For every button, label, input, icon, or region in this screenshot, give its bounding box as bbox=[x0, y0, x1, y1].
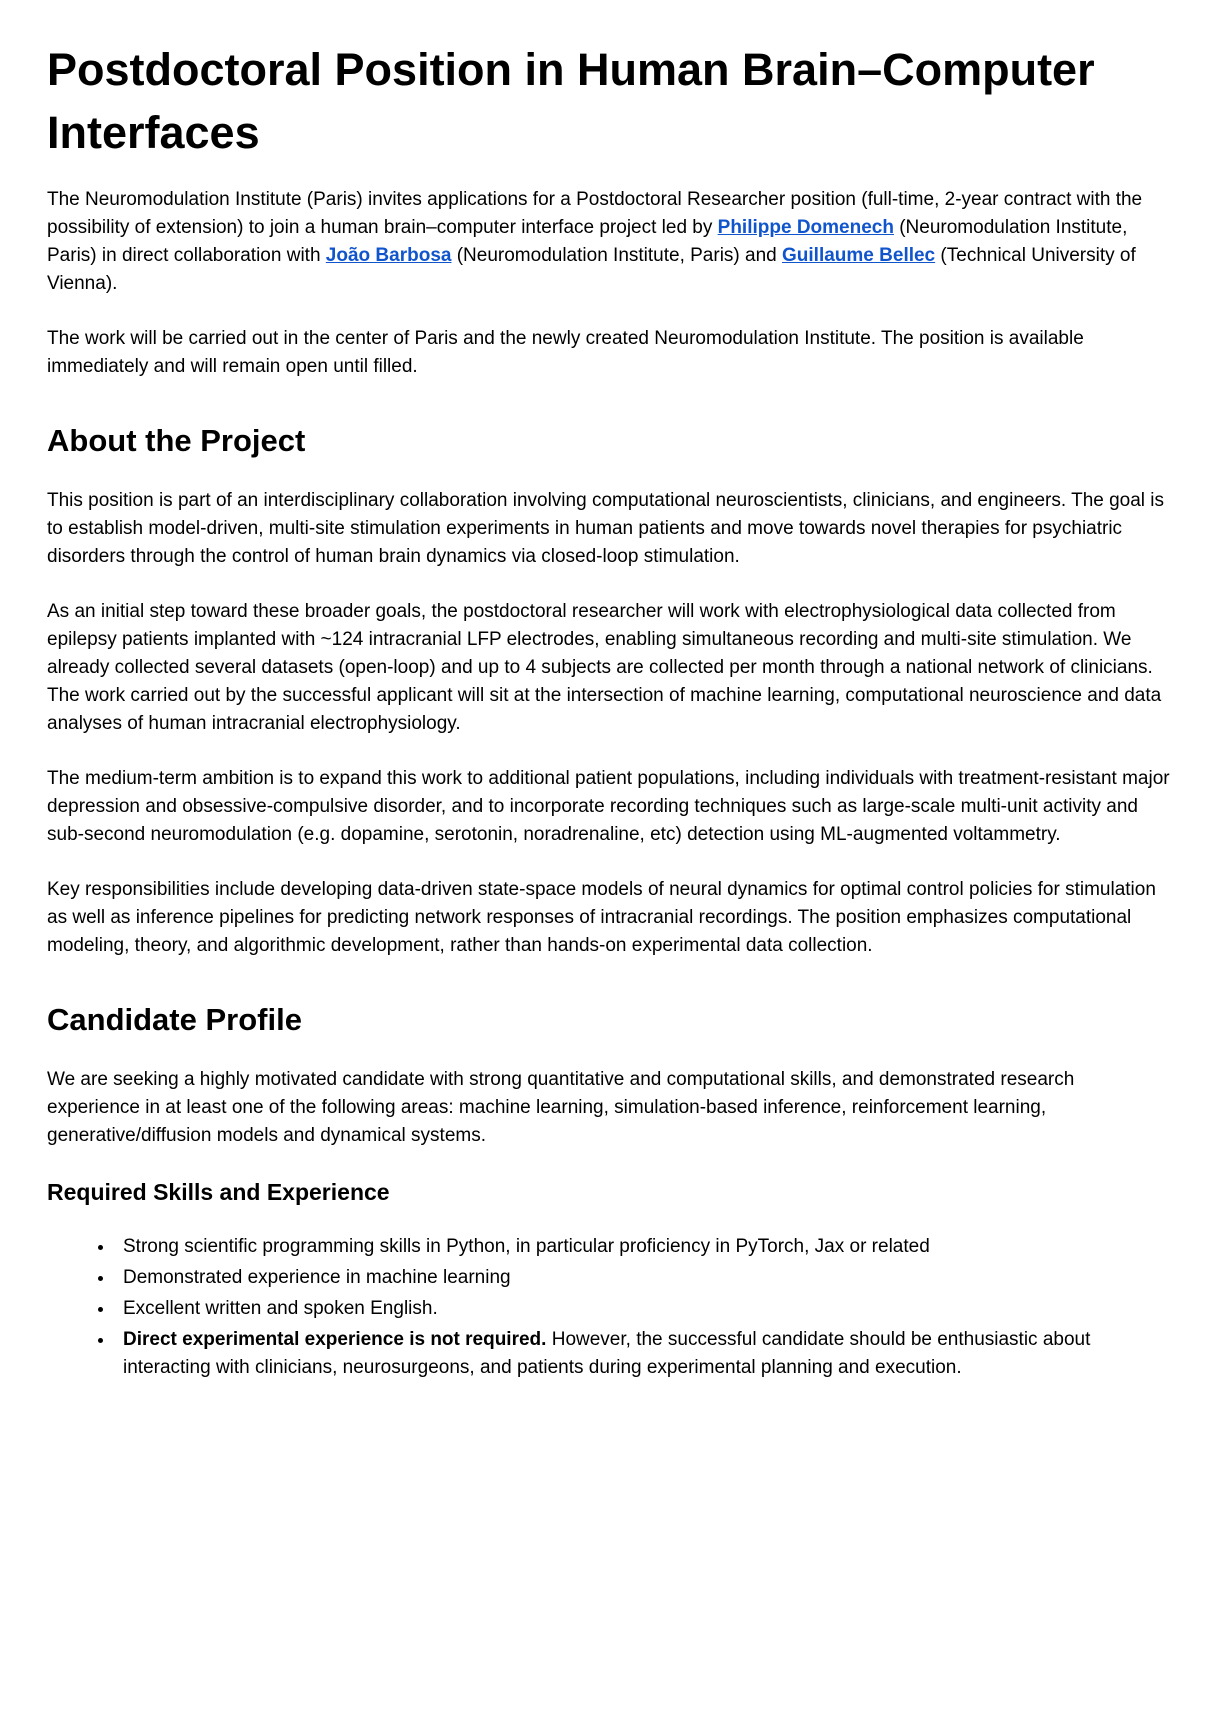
list-item-python-skills: • Strong scientific programming skills in Python, in particular proficiency in PyTorch, Jax or related bbox=[115, 1233, 1172, 1261]
link-philippe-domenech[interactable]: Philippe Domenech bbox=[717, 217, 894, 238]
required-skills-list bbox=[47, 1233, 1172, 1382]
list-item-experimental-experience bbox=[115, 1326, 1172, 1382]
list-item-machine-learning: • Demonstrated experience in machine learning bbox=[115, 1264, 1172, 1292]
about-paragraph-1: This position is part of an interdisciplinary collaboration involving computational neuroscientists, clinicians, and engineers. The goal is to establish model-driven, multi-site stimulation experiments in human patients and move towards novel therapies for psychiatric disorders through the control of human brain dynamics via closed-loop stimulation. bbox=[47, 490, 1165, 567]
list-item-rest-text: However, the successful candidate should be enthusiastic about interacting with clinicians, neurosurgeons, and patients during experimental planning and execution. bbox=[123, 1329, 1091, 1378]
list-item-english: • Excellent written and spoken English. bbox=[115, 1295, 1172, 1323]
candidate-intro-paragraph: We are seeking a highly motivated candidate with strong quantitative and computational skills, and demonstrated research experience in at least one of the following areas: machine learning, simulation-based inference, reinforcement learning, generative/diffusion models and dynamical systems. bbox=[47, 1069, 1075, 1146]
link-guillaume-bellec[interactable]: Guillaume Bellec bbox=[782, 245, 936, 266]
subsection-heading-required-skills: Required Skills and Experience bbox=[47, 1179, 390, 1205]
section-heading-about-project: About the Project bbox=[47, 423, 306, 458]
intro-text-pre: The Neuromodulation Institute (Paris) invites applications for a Postdoctoral Researcher position (full-time, 2-year contract with the possibility of extension) to join a human brain–computer interface project led by bbox=[47, 189, 1143, 238]
link-joao-barbosa[interactable]: João Barbosa bbox=[325, 245, 452, 266]
intro-text-mid2: (Neuromodulation Institute, Paris) and bbox=[451, 245, 783, 266]
list-item-bold-lead: Direct experimental experience is not required. bbox=[123, 1329, 547, 1350]
intro-paragraph bbox=[47, 186, 1172, 298]
about-paragraph-3: The medium-term ambition is to expand this work to additional patient populations, including individuals with treatment-resistant major depression and obsessive-compulsive disorder, and to incorporate recording techniques such as large-scale multi-unit activity and sub-second neuromodulation (e.g. dopamine, serotonin, noradrenaline, etc) detection using ML-augmented voltammetry. bbox=[47, 768, 1170, 845]
section-heading-candidate-profile: Candidate Profile bbox=[47, 1002, 302, 1037]
intro-text-mid1: (Neuromodulation Institute, Paris) in direct collaboration with bbox=[47, 217, 1128, 266]
intro-text-post: (Technical University of Vienna). bbox=[47, 245, 1136, 294]
about-paragraph-2: As an initial step toward these broader goals, the postdoctoral researcher will work with electrophysiological data collected from epilepsy patients implanted with ~124 intracranial LFP electrodes, enabling simultaneous recording and multi-site stimulation. We already collected several datasets (open-loop) and up to 4 subjects are collected per month through a national network of clinicians. The work carried out by the successful applicant will sit at the intersection of machine learning, computational neuroscience and data analyses of human intracranial electrophysiology. bbox=[47, 601, 1162, 734]
location-paragraph: The work will be carried out in the center of Paris and the newly created Neuromodulation Institute. The position is available immediately and will remain open until filled. bbox=[47, 328, 1084, 377]
about-paragraph-4: Key responsibilities include developing data-driven state-space models of neural dynamics for optimal control policies for stimulation as well as inference pipelines for predicting network responses of intracranial recordings. The position emphasizes computational modeling, theory, and algorithmic development, rather than hands-on experimental data collection. bbox=[47, 879, 1156, 956]
page-title: Postdoctoral Position in Human Brain–Computer Interfaces bbox=[47, 44, 1095, 158]
